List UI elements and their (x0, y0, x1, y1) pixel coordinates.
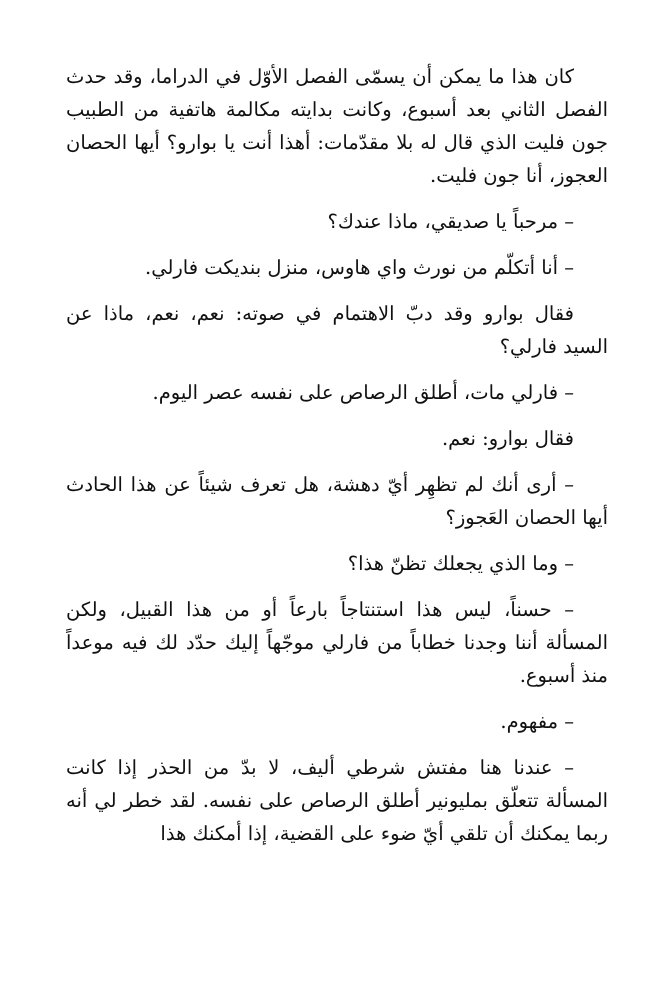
paragraph-7: – أرى أنك لم تظهِر أيّ دهشة، هل تعرف شيئاً عن هذا الحادث أيها الحصان العَجوز؟ (66, 473, 608, 529)
paragraph-2: – مرحباً يا صديقي، ماذا عندك؟ (327, 210, 574, 233)
paragraph-10: – مفهوم. (500, 710, 574, 733)
paragraph-9: – حسناً، ليس هذا استنتاجاً بارعاً أو من هذا القبيل، ولكن المسألة أننا وجدنا خطاباً من فارلي موجّهاً إليك حدّد لك فيه موعداً منذ أسبوع. (66, 598, 608, 687)
paragraph-6: فقال بوارو: نعم. (441, 427, 574, 450)
paragraph-4: فقال بوارو وقد دبّ الاهتمام في صوته: نعم، نعم، ماذا عن السيد فارلي؟ (66, 302, 608, 358)
paragraph-8: – وما الذي يجعلك تظنّ هذا؟ (347, 552, 574, 575)
paragraph-1: كان هذا ما يمكن أن يسمّى الفصل الأوّل في الدراما، وقد حدث الفصل الثاني بعد أسبوع، وكانت بدايته مكالمة هاتفية من الطبيب جون فليت الذي قال له بلا مقدّمات: أهذا أنت يا بوارو؟ أيها الحصان العجوز، أنا جون فليت. (66, 65, 608, 187)
page-text-block (66, 60, 608, 863)
paragraph-3: – أنا أتكلّم من نورث واي هاوس، منزل بنديكت فارلي. (145, 256, 574, 279)
paragraph-5: – فارلي مات، أطلق الرصاص على نفسه عصر اليوم. (152, 381, 574, 404)
paragraph-11: – عندنا هنا مفتش شرطي أليف، لا بدّ من الحذر إذا كانت المسألة تتعلّق بمليونير أطلق الرصاص على نفسه. لقد خطر لي أنه ربما يمكنك أن تلقي أيّ ضوء على القضية، إذا أمكنك هذا (66, 756, 608, 845)
